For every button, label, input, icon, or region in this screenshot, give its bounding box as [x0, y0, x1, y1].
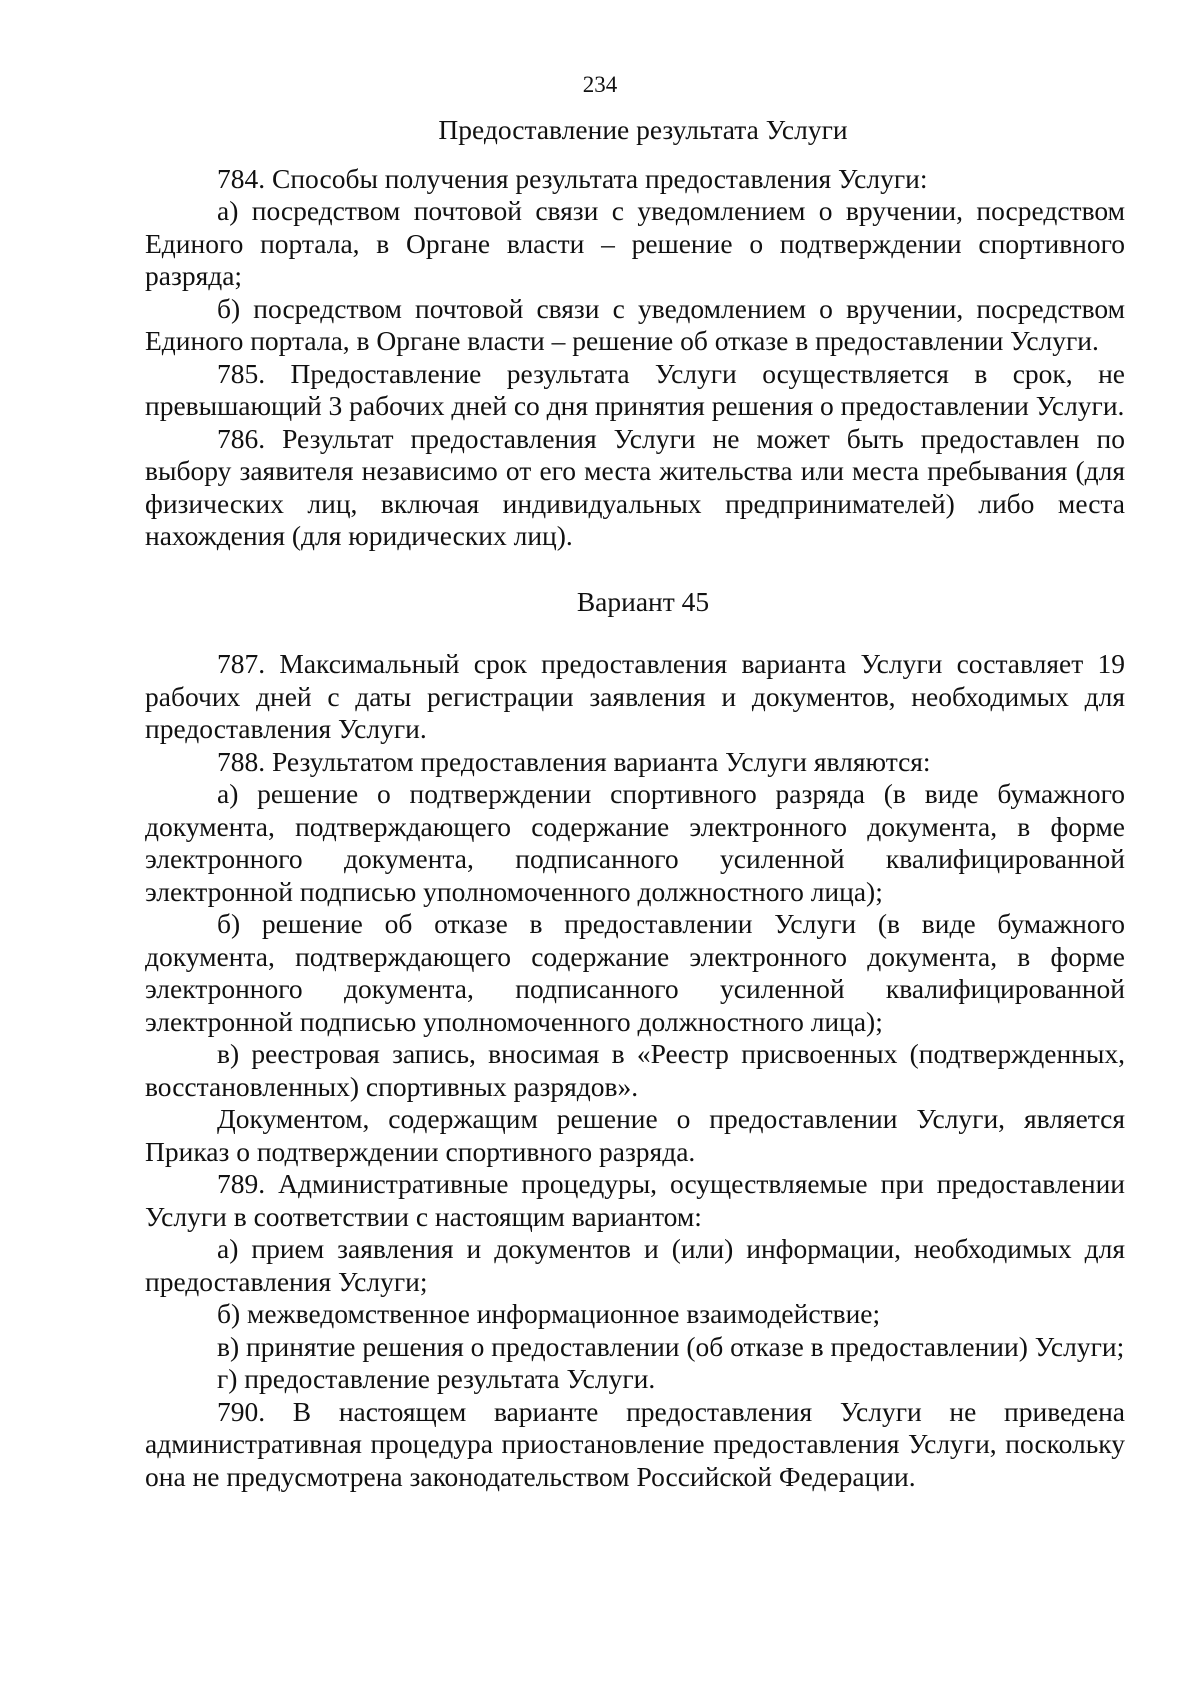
paragraph-788-order: Документом, содержащим решение о предоставлении Услуги, является Приказ о подтверждении спортивного разряда.: [145, 1103, 1125, 1167]
paragraph-784-b: б) посредством почтовой связи с уведомлением о вручении, посредством Единого портала, в Органе власти – решение об отказе в предоставлении Услуги.: [145, 292, 1125, 356]
section-heading-result: Предоставление результата Услуги: [438, 114, 848, 145]
page-number: 234: [582, 72, 618, 97]
paragraph-786: 786. Результат предоставления Услуги не может быть предоставлен по выбору заявителя независимо от его места жительства или места пребывания (для физических лиц, включая индивидуальных предпринимателей) либо места нахождения (для юридических лиц).: [145, 422, 1125, 551]
paragraph-789-g: г) предоставление результата Услуги.: [217, 1363, 656, 1394]
paragraph-787: 787. Максимальный срок предоставления варианта Услуги составляет 19 рабочих дней с даты регистрации заявления и документов, необходимых для предоставления Услуги.: [145, 648, 1125, 744]
section-heading-variant: Вариант 45: [576, 585, 710, 617]
paragraph-789: 789. Административные процедуры, осуществляемые при предоставлении Услуги в соответствии с настоящим вариантом:: [145, 1168, 1125, 1232]
paragraph-788: 788. Результатом предоставления варианта Услуги являются:: [217, 745, 931, 777]
paragraph-789-a: а) прием заявления и документов и (или) информации, необходимых для предоставления Услуги;: [145, 1233, 1125, 1297]
paragraph-788-a: а) решение о подтверждении спортивного разряда (в виде бумажного документа, подтверждающего содержание электронного документа, в форме электронного документа, подписанного усиленной квалифицированной электронной подписью уполномоченного должностного лица);: [145, 778, 1125, 907]
document-body: [145, 114, 1125, 1493]
paragraph-789-b: б) межведомственное информационное взаимодействие;: [217, 1298, 881, 1329]
paragraph-790: 790. В настоящем варианте предоставления Услуги не приведена административная процедура приостановление предоставления Услуги, поскольку она не предусмотрена законодательством Российской Федерации.: [145, 1395, 1125, 1492]
paragraph-788-b: б) решение об отказе в предоставлении Услуги (в виде бумажного документа, подтверждающего содержание электронного документа, в форме электронного документа, подписанного усиленной квалифицированной электронной подписью уполномоченного должностного лица);: [145, 908, 1125, 1037]
paragraph-788-v: в) реестровая запись, вносимая в «Реестр присвоенных (подтвержденных, восстановленных) спортивных разрядов».: [145, 1038, 1125, 1102]
paragraph-785: 785. Предоставление результата Услуги осуществляется в срок, не превышающий 3 рабочих дней со дня принятия решения о предоставлении Услуги.: [145, 357, 1125, 421]
paragraph-789-v: в) принятие решения о предоставлении (об отказе в предоставлении) Услуги;: [217, 1330, 1125, 1362]
paragraph-784: 784. Способы получения результата предоставления Услуги:: [217, 162, 928, 194]
paragraph-784-a: а) посредством почтовой связи с уведомлением о вручении, посредством Единого портала, в Органе власти – решение о подтверждении спортивного разряда;: [145, 195, 1125, 291]
